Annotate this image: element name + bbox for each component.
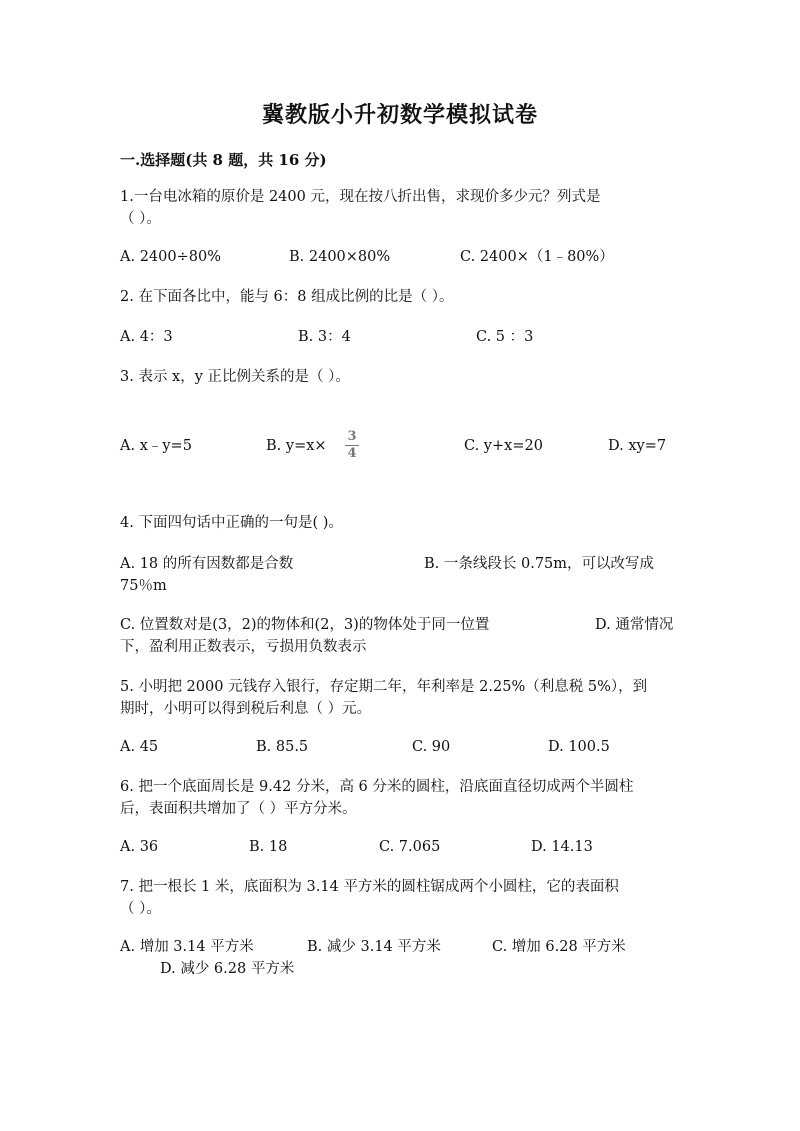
question-3-option-c: C. y+x=20 bbox=[464, 438, 543, 454]
page-title: 冀教版小升初数学模拟试卷 bbox=[261, 102, 538, 128]
question-6-option-c: C. 7.065 bbox=[379, 839, 441, 855]
question-6-option-a: A. 36 bbox=[120, 839, 159, 855]
question-2-option-c: C. 5 ：3 bbox=[476, 329, 534, 345]
question-5-stem-line-2: 期时，小明可以得到税后利息（ ）元。 bbox=[120, 701, 372, 717]
question-3-option-b: B. y=x× bbox=[266, 438, 327, 454]
question-1-option-a: A. 2400÷80% bbox=[120, 249, 221, 265]
question-4-option-c: C. 位置数对是(3，2)的物体和(2，3)的物体处于同一位置 bbox=[120, 617, 490, 633]
question-7-option-c: C. 增加 6.28 平方米 bbox=[492, 939, 626, 955]
question-7-stem-line-2: （ ）。 bbox=[120, 901, 161, 917]
question-4-option-a: A. 18 的所有因数都是合数 bbox=[120, 556, 294, 572]
question-6-stem-line-2: 后，表面积共增加了（ ）平方分米。 bbox=[120, 801, 357, 817]
question-2-option-a: A. 4：3 bbox=[120, 329, 173, 345]
question-6-option-b: B. 18 bbox=[249, 839, 288, 855]
question-5-option-b: B. 85.5 bbox=[256, 739, 309, 755]
question-6-option-d: D. 14.13 bbox=[531, 839, 593, 855]
question-5-option-a: A. 45 bbox=[120, 739, 159, 755]
question-7-stem-line-1: 7. 把一根长 1 米，底面积为 3.14 平方米的圆柱锯成两个小圆柱，它的表面积 bbox=[120, 879, 619, 895]
question-5-stem-line-1: 5. 小明把 2000 元钱存入银行，存定期二年，年利率是 2.25%（利息税 5%），到 bbox=[120, 679, 648, 695]
question-3-option-d: D. xy=7 bbox=[608, 438, 667, 454]
question-2-stem: 2. 在下面各比中，能与 6：8 组成比例的比是（ ）。 bbox=[120, 289, 454, 305]
question-5-option-d: D. 100.5 bbox=[548, 739, 610, 755]
question-7-option-d: D. 减少 6.28 平方米 bbox=[160, 961, 295, 977]
question-4-option-b-line-1: B. 一条线段长 0.75m，可以改写成 bbox=[424, 556, 655, 572]
fraction-three-quarters bbox=[345, 430, 359, 461]
question-1-option-b: B. 2400×80% bbox=[289, 249, 391, 265]
question-5-option-c: C. 90 bbox=[412, 739, 451, 755]
question-1-stem-line-1: 1.一台电冰箱的原价是 2400 元，现在按八折出售，求现价多少元？列式是 bbox=[120, 189, 601, 205]
question-7-option-b: B. 减少 3.14 平方米 bbox=[307, 939, 441, 955]
question-7-option-a: A. 增加 3.14 平方米 bbox=[120, 939, 254, 955]
question-1-stem-line-2: （ ）。 bbox=[120, 211, 161, 227]
question-1-option-c: C. 2400×（1﹣80%） bbox=[460, 249, 614, 265]
fraction-denominator: 4 bbox=[347, 446, 357, 461]
question-4-option-b-line-2: 75％m bbox=[120, 578, 167, 594]
question-3-stem: 3. 表示 x，y 正比例关系的是（ ）。 bbox=[120, 369, 350, 385]
question-4-stem: 4. 下面四句话中正确的一句是( )。 bbox=[120, 515, 343, 531]
question-2-option-b: B. 3：4 bbox=[298, 329, 351, 345]
question-6-stem-line-1: 6. 把一个底面周长是 9.42 分米，高 6 分米的圆柱，沿底面直径切成两个半圆柱 bbox=[120, 779, 634, 795]
question-4-option-d-line-2: 下，盈利用正数表示，亏损用负数表示 bbox=[120, 639, 367, 655]
question-3-option-a: A. x﹣y=5 bbox=[120, 438, 192, 454]
section-heading: 一.选择题(共 8 题，共 16 分) bbox=[120, 151, 327, 169]
fraction-numerator: 3 bbox=[347, 429, 357, 444]
question-4-option-d-line-1: D. 通常情况 bbox=[595, 617, 674, 633]
